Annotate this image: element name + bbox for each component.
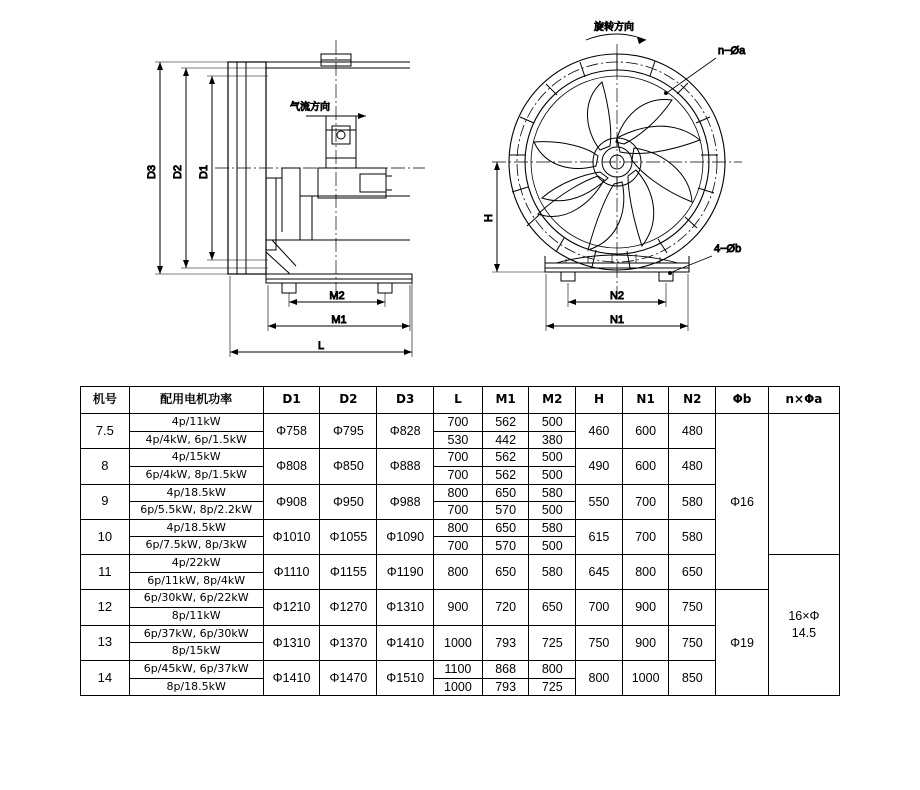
cell-h: 800 (576, 660, 623, 695)
cell-power: 6p/11kW, 8p/4kW (129, 572, 263, 590)
cell-d3: Φ828 (377, 414, 434, 449)
airflow-label: 气流方向 (290, 102, 330, 113)
cell-d3: Φ988 (377, 484, 434, 519)
cell-m1: 570 (482, 502, 529, 520)
header-cell-l: L (434, 387, 483, 414)
dim-l: L (317, 340, 325, 352)
cell-m2: 500 (529, 449, 576, 467)
cell-model: 10 (81, 519, 130, 554)
cell-h: 460 (576, 414, 623, 449)
dim-h: H (483, 214, 495, 222)
cell-power: 6p/4kW, 8p/1.5kW (129, 466, 263, 484)
table-body (81, 414, 840, 696)
cell-m1: 650 (482, 484, 529, 502)
technical-drawing (0, 0, 920, 380)
cell-model: 11 (81, 555, 130, 590)
cell-d3: Φ1310 (377, 590, 434, 625)
cell-model: 7.5 (81, 414, 130, 449)
header-cell-power: 配用电机功率 (129, 387, 263, 414)
cell-m2: 380 (529, 431, 576, 449)
cell-m1: 650 (482, 555, 529, 590)
cell-m2: 725 (529, 625, 576, 660)
rotation-label: 旋转方向 (594, 22, 634, 33)
table-row (81, 414, 840, 432)
cell-power: 4p/15kW (129, 449, 263, 467)
cell-d1: Φ908 (263, 484, 320, 519)
header-cell-m1: M1 (482, 387, 529, 414)
cell-l: 900 (434, 590, 483, 625)
cell-n2: 850 (669, 660, 716, 695)
cell-power: 8p/11kW (129, 608, 263, 626)
header-cell-n2: N2 (669, 387, 716, 414)
cell-n2: 750 (669, 590, 716, 625)
cell-m2: 650 (529, 590, 576, 625)
cell-l: 800 (434, 484, 483, 502)
cell-l: 1000 (434, 678, 483, 696)
cell-power: 6p/5.5kW, 8p/2.2kW (129, 502, 263, 520)
hole-label-4-phi-b: 4−Øb (714, 243, 742, 255)
cell-m2: 580 (529, 555, 576, 590)
cell-l: 700 (434, 502, 483, 520)
header-cell-phib: Φb (716, 387, 769, 414)
side-view (146, 40, 425, 357)
cell-phib: Φ19 (716, 590, 769, 696)
header-cell-h: H (576, 387, 623, 414)
cell-nphia: 16×Φ 14.5 (768, 555, 839, 696)
cell-n2: 480 (669, 449, 716, 484)
header-cell-nphia: n×Φa (768, 387, 839, 414)
header-cell-n1: N1 (622, 387, 669, 414)
cell-d2: Φ1155 (320, 555, 377, 590)
header-cell-d1: D1 (263, 387, 320, 414)
cell-nphia (768, 414, 839, 555)
specification-table-container (80, 386, 840, 696)
cell-phib: Φ16 (716, 414, 769, 590)
cell-model: 12 (81, 590, 130, 625)
cell-n2: 580 (669, 519, 716, 554)
cell-model: 9 (81, 484, 130, 519)
cell-d2: Φ1270 (320, 590, 377, 625)
dim-m1: M1 (331, 314, 347, 326)
cell-d1: Φ808 (263, 449, 320, 484)
cell-m2: 500 (529, 466, 576, 484)
dim-m2: M2 (329, 290, 345, 302)
cell-d3: Φ1190 (377, 555, 434, 590)
cell-h: 550 (576, 484, 623, 519)
cell-power: 4p/22kW (129, 555, 263, 573)
cell-d1: Φ1210 (263, 590, 320, 625)
cell-d1: Φ1310 (263, 625, 320, 660)
cell-model: 13 (81, 625, 130, 660)
cell-power: 4p/11kW (129, 414, 263, 432)
cell-h: 645 (576, 555, 623, 590)
cell-d2: Φ850 (320, 449, 377, 484)
drawing-svg (0, 0, 920, 380)
cell-l: 1100 (434, 660, 483, 678)
cell-h: 750 (576, 625, 623, 660)
hole-label-n-phi-a: n−Øa (718, 45, 746, 57)
cell-n2: 580 (669, 484, 716, 519)
cell-d3: Φ1510 (377, 660, 434, 695)
cell-l: 800 (434, 555, 483, 590)
cell-m1: 793 (482, 625, 529, 660)
cell-d1: Φ1410 (263, 660, 320, 695)
cell-m1: 562 (482, 466, 529, 484)
specification-table (80, 386, 840, 696)
cell-power: 6p/45kW, 6p/37kW (129, 660, 263, 678)
cell-model: 8 (81, 449, 130, 484)
cell-n1: 700 (622, 519, 669, 554)
cell-power: 4p/4kW, 6p/1.5kW (129, 431, 263, 449)
cell-power: 6p/30kW, 6p/22kW (129, 590, 263, 608)
cell-m2: 500 (529, 537, 576, 555)
header-cell-d3: D3 (377, 387, 434, 414)
cell-m1: 650 (482, 519, 529, 537)
cell-power: 8p/18.5kW (129, 678, 263, 696)
cell-d3: Φ1090 (377, 519, 434, 554)
table-header (81, 387, 840, 414)
cell-d2: Φ1470 (320, 660, 377, 695)
cell-n1: 1000 (622, 660, 669, 695)
cell-d2: Φ1055 (320, 519, 377, 554)
cell-h: 700 (576, 590, 623, 625)
dim-d1: D1 (198, 164, 210, 180)
dim-d2: D2 (172, 164, 184, 180)
cell-m2: 580 (529, 519, 576, 537)
cell-n1: 600 (622, 449, 669, 484)
header-cell-d2: D2 (320, 387, 377, 414)
cell-l: 1000 (434, 625, 483, 660)
cell-l: 700 (434, 414, 483, 432)
cell-m1: 562 (482, 449, 529, 467)
cell-l: 700 (434, 466, 483, 484)
dim-d3: D3 (146, 164, 158, 180)
cell-n1: 900 (622, 590, 669, 625)
cell-m1: 793 (482, 678, 529, 696)
dim-n2: N2 (609, 290, 625, 302)
table-row (81, 590, 840, 608)
header-cell-model: 机号 (81, 387, 130, 414)
cell-h: 490 (576, 449, 623, 484)
cell-m1: 868 (482, 660, 529, 678)
dim-n1: N1 (609, 314, 625, 326)
cell-m1: 442 (482, 431, 529, 449)
cell-n2: 480 (669, 414, 716, 449)
cell-m2: 500 (529, 502, 576, 520)
cell-h: 615 (576, 519, 623, 554)
cell-n1: 900 (622, 625, 669, 660)
cell-m1: 720 (482, 590, 529, 625)
cell-d3: Φ888 (377, 449, 434, 484)
header-cell-m2: M2 (529, 387, 576, 414)
cell-n1: 600 (622, 414, 669, 449)
cell-m2: 580 (529, 484, 576, 502)
cell-m2: 800 (529, 660, 576, 678)
cell-d1: Φ1110 (263, 555, 320, 590)
cell-d3: Φ1410 (377, 625, 434, 660)
cell-n1: 700 (622, 484, 669, 519)
cell-n1: 800 (622, 555, 669, 590)
cell-l: 530 (434, 431, 483, 449)
cell-l: 800 (434, 519, 483, 537)
cell-m1: 562 (482, 414, 529, 432)
cell-d2: Φ795 (320, 414, 377, 449)
cell-d2: Φ1370 (320, 625, 377, 660)
cell-power: 4p/18.5kW (129, 484, 263, 502)
header-row (81, 387, 840, 414)
cell-m2: 725 (529, 678, 576, 696)
cell-n2: 650 (669, 555, 716, 590)
cell-power: 6p/37kW, 6p/30kW (129, 625, 263, 643)
cell-power: 6p/7.5kW, 8p/3kW (129, 537, 263, 555)
cell-d1: Φ758 (263, 414, 320, 449)
cell-m2: 500 (529, 414, 576, 432)
cell-m1: 570 (482, 537, 529, 555)
cell-power: 8p/15kW (129, 643, 263, 661)
cell-power: 4p/18.5kW (129, 519, 263, 537)
cell-model: 14 (81, 660, 130, 695)
cell-n2: 750 (669, 625, 716, 660)
front-view (483, 20, 746, 331)
cell-d1: Φ1010 (263, 519, 320, 554)
cell-d2: Φ950 (320, 484, 377, 519)
cell-l: 700 (434, 537, 483, 555)
cell-l: 700 (434, 449, 483, 467)
